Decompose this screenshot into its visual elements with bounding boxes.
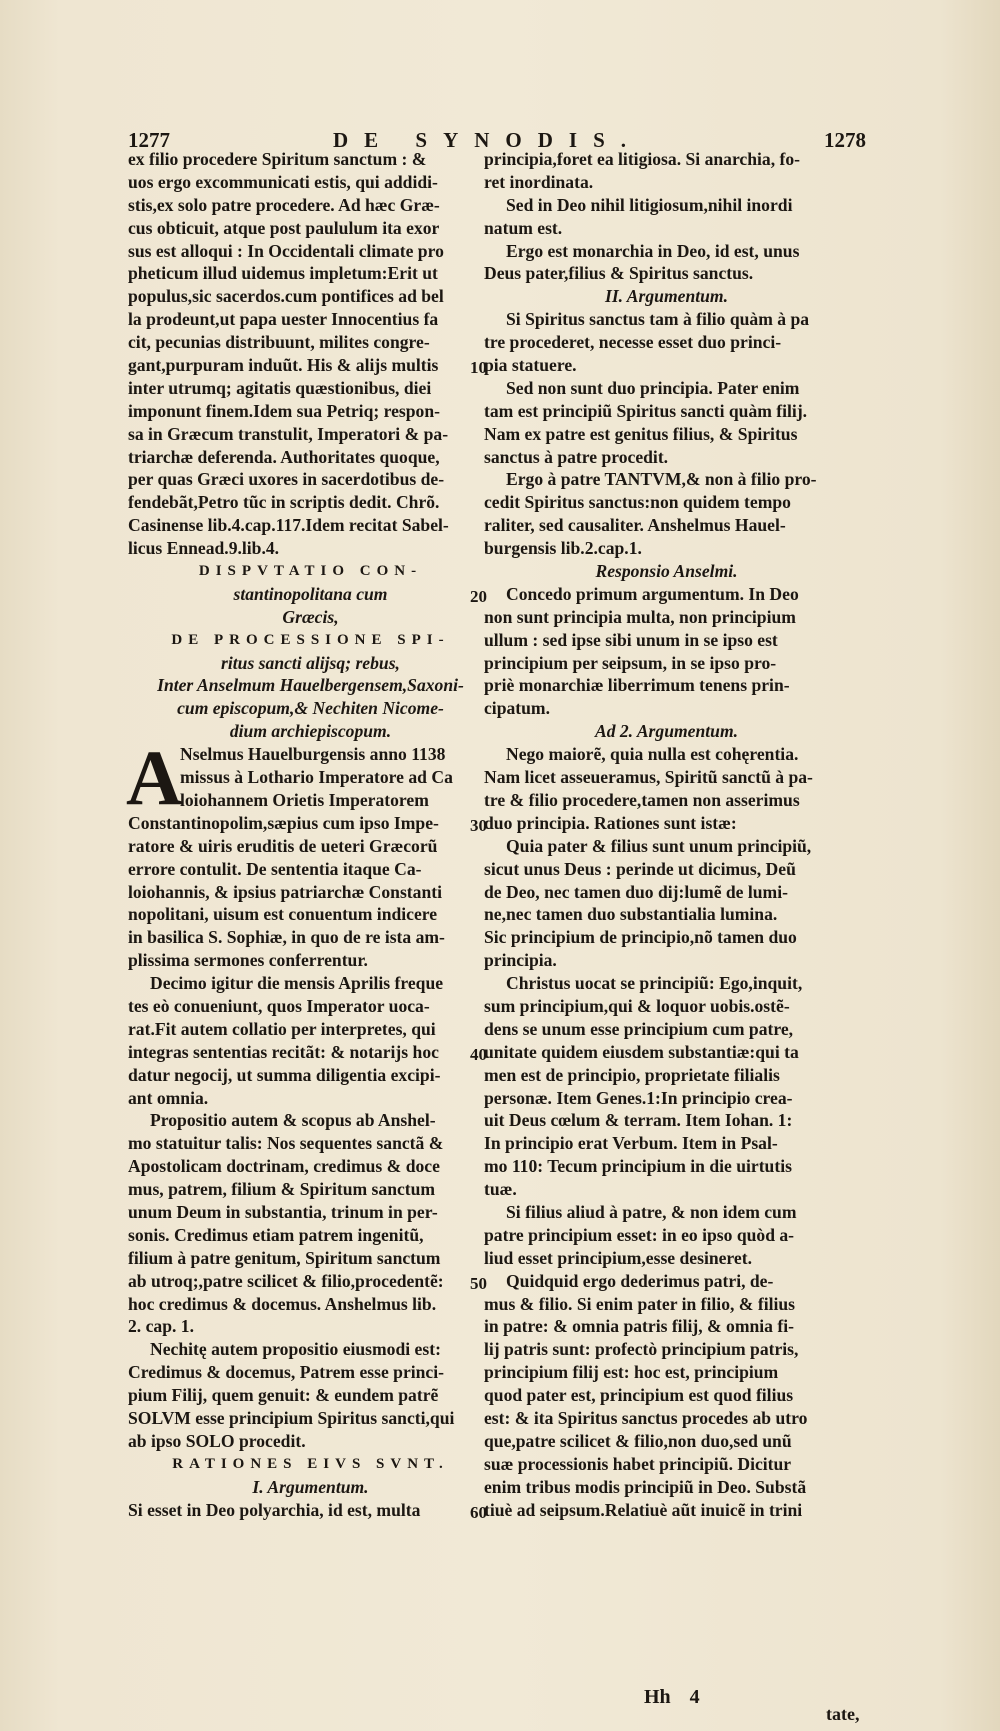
- text-line: Deus pater,filius & Spiritus sanctus.: [484, 263, 754, 284]
- text-line: ret inordinata.: [484, 171, 594, 192]
- heading-line: stantinopolitana cum: [233, 583, 388, 604]
- text-line: Nam licet asseueramus, Spiritũ sanctũ à pa-: [484, 767, 813, 788]
- left-column: [128, 148, 493, 1521]
- text-line: raliter, sed causaliter. Anshelmus Hauel-: [484, 515, 786, 536]
- text-line: ne,nec tamen duo substantialia lumina.: [484, 904, 778, 925]
- text-line: tre procederet, necesse esset duo princi-: [484, 332, 782, 353]
- text-line: imponunt finem.Idem sua Petriq; respon-: [128, 400, 440, 421]
- text-line: filium à patre genitum, Spiritum sanctum: [128, 1247, 441, 1268]
- margin-line-number: 40: [470, 1045, 487, 1064]
- text-line: fendebãt,Petro tũc in scriptis dedit. Chrõ.: [128, 492, 440, 513]
- text-line: gant,purpuram induũt. His & alijs multis: [128, 355, 439, 376]
- text-line: duo principia. Rationes sunt istæ:: [484, 812, 737, 833]
- text-line: ex filio procedere Spiritum sanctum : &: [128, 149, 427, 169]
- subheading: RATIONES EIVS SVNT.: [172, 1455, 449, 1472]
- running-title: DE SYNODIS.: [333, 128, 643, 152]
- subheading: II. Argumentum.: [604, 286, 729, 307]
- text-line: ullum : sed ipse sibi unum in se ipso est: [484, 629, 778, 650]
- text-line: pia statuere.: [484, 355, 577, 376]
- text-line: inter utrumq; agitatis quæstionibus, diei: [128, 377, 432, 398]
- text-line: que,patre scilicet & filio,non duo,sed unũ: [484, 1430, 792, 1451]
- heading-line: Inter Anselmum Hauelbergensem,Saxoni-: [157, 675, 464, 696]
- page-number-right: 1278: [824, 128, 866, 152]
- text-line: Propositio autem & scopus ab Anshel-: [150, 1110, 436, 1131]
- text-line: triarchæ deferenda. Authoritates quoque,: [128, 446, 440, 467]
- text-line: sum principium,qui & loquor uobis.ostẽ-: [484, 995, 790, 1016]
- text-line: In principio erat Verbum. Item in Psal-: [484, 1133, 778, 1154]
- margin-line-number: 20: [470, 587, 487, 606]
- text-line: stis,ex solo patre procedere. Ad hæc Græ-: [128, 194, 440, 215]
- text-line: tre & filio procedere,tamen non asserimus: [484, 789, 800, 810]
- heading-line: ritus sancti alijsq; rebus,: [221, 652, 400, 673]
- text-block-1: [128, 148, 493, 560]
- margin-line-number: 60: [470, 1503, 487, 1522]
- text-line: uos ergo excommunicati estis, qui addidi-: [128, 171, 438, 192]
- text-line: errore contulit. De sententia itaque Ca-: [128, 858, 422, 879]
- heading-line: cum episcopum,& Nechiten Nicome-: [177, 698, 444, 719]
- text-line: cus obticuit, atque post paululum ita exor: [128, 217, 440, 238]
- text-line: Christus uocat se principiũ: Ego,inquit,: [506, 973, 803, 994]
- text-line: Decimo igitur die mensis Aprilis freque: [150, 973, 444, 994]
- text-line: Sic principium de principio,nõ tamen duo: [484, 927, 797, 948]
- text-line: principia,foret ea litigiosa. Si anarchia, fo-: [484, 149, 801, 169]
- text-line: Concedo primum argumentum. In Deo: [506, 583, 799, 604]
- subheading: I. Argumentum.: [252, 1476, 369, 1497]
- text-line: dens se unum esse principium cum patre,: [484, 1018, 794, 1039]
- text-line: mus & filio. Si enim pater in filio, & filius: [484, 1293, 796, 1314]
- subheading: Ad 2. Argumentum.: [594, 721, 739, 742]
- text-line: cipatum.: [484, 698, 550, 719]
- text-line: per quas Græci uxores in sacerdotibus de-: [128, 469, 445, 490]
- text-line: de Deo, nec tamen duo dij:lumẽ de lumi-: [484, 881, 788, 902]
- text-line: loiohannis, & ipsius patriarchæ Constanti: [128, 881, 442, 902]
- text-line: priè monarchiæ liberrimum tenens prin-: [484, 675, 790, 696]
- text-line: sa in Græcum transtulit, Imperatori & pa-: [128, 423, 449, 444]
- text-line: hoc credimus & docemus. Anshelmus lib.: [128, 1293, 437, 1314]
- text-line: Apostolicam doctrinam, credimus & doce: [128, 1156, 440, 1177]
- text-line: SOLVM esse principium Spiritus sancti,qui: [128, 1407, 455, 1428]
- text-line: personæ. Item Genes.1:In principio crea-: [484, 1087, 793, 1108]
- text-line: mus, patrem, filium & Spiritum sanctum: [128, 1179, 436, 1200]
- text-line: ab ipso SOLO procedit.: [128, 1430, 306, 1451]
- subheading: Responsio Anselmi.: [595, 561, 738, 582]
- text-line: ab utroq;,patre scilicet & filio,procedentẽ:: [128, 1270, 444, 1291]
- heading-line: dium archiepiscopum.: [229, 721, 392, 742]
- text-line: quod pater est, principium est quod filius: [484, 1385, 794, 1406]
- page-number-left: 1277: [128, 128, 170, 152]
- text-line: nopolitani, uisum est conuentum indicere: [128, 904, 438, 925]
- text-line: patre principium esset: in eo ipso quòd a-: [484, 1224, 795, 1245]
- text-line: 2. cap. 1.: [128, 1316, 194, 1337]
- signature-mark: Hh 4: [644, 1686, 700, 1708]
- text-line: Ergo à patre TANTVM,& non à filio pro-: [506, 469, 817, 490]
- text-line: tiuè ad seipsum.Relatiuè aũt inuicẽ in trini: [484, 1499, 803, 1520]
- text-line: Si filius aliud à patre, & non idem cum: [506, 1201, 797, 1222]
- text-line: liud esset principium,esse desineret.: [484, 1247, 752, 1268]
- text-line: missus à Lothario Imperatore ad Ca: [180, 767, 453, 788]
- text-line: principia.: [484, 950, 557, 971]
- text-line: cedit Spiritus sanctus:non quidem tempo: [484, 492, 791, 513]
- text-line: licus Ennead.9.lib.4.: [128, 538, 280, 559]
- text-line: Si Spiritus sanctus tam à filio quàm à pa: [506, 309, 810, 330]
- dropcap-letter: A: [126, 734, 183, 822]
- text-line: datur negocij, ut summa diligentia excipi-: [128, 1064, 441, 1085]
- text-line: loiohannem Orietis Imperatorem: [180, 789, 429, 810]
- catchword: tate,: [826, 1704, 860, 1724]
- text-line: unum Deum in substantia, trinum in per-: [128, 1201, 438, 1222]
- text-line: Ergo est monarchia in Deo, id est, unus: [506, 240, 800, 261]
- text-line: populus,sic sacerdos.cum pontifices ad bel: [128, 286, 444, 307]
- text-line: ratore & uiris eruditis de ueteri Græcorũ: [128, 835, 438, 856]
- text-line: Sed non sunt duo principia. Pater enim: [506, 377, 800, 398]
- text-line: principium per seipsum, in se ipso pro-: [484, 652, 777, 673]
- text-line: est: & ita Spiritus sanctus procedes ab utro: [484, 1407, 808, 1428]
- text-line: tam est principiũ Spiritus sancti quàm filij.: [484, 400, 808, 421]
- text-line: pium Filij, quem genuit: & eundem patrẽ: [128, 1385, 439, 1406]
- section-heading: [128, 560, 493, 743]
- text-line: in patre: & omnia patris filij, & omnia fi-: [484, 1316, 794, 1337]
- text-line: lij patris sunt: profectò principium patris,: [484, 1339, 799, 1360]
- text-line: Casinense lib.4.cap.117.Idem recitat Sabel-: [128, 515, 449, 536]
- text-line: sonis. Credimus etiam patrem ingenitũ,: [128, 1224, 424, 1245]
- right-column: [484, 148, 849, 1521]
- text-line: Nam ex patre est genitus filius, & Spiritus: [484, 423, 798, 444]
- text-line: sanctus à patre procedit.: [484, 446, 669, 467]
- text-line: integras sententias recitãt: & notarijs hoc: [128, 1041, 439, 1062]
- margin-line-number: 30: [470, 816, 487, 835]
- text-line: burgensis lib.2.cap.1.: [484, 538, 642, 559]
- text-line: unitate quidem eiusdem substantiæ:qui ta: [484, 1041, 799, 1062]
- text-line: plissima sermones conferrentur.: [128, 950, 368, 971]
- text-line: la prodeunt,ut papa uester Innocentius fa: [128, 309, 439, 330]
- text-line: rat.Fit autem collatio per interpretes, qui: [128, 1018, 436, 1039]
- margin-line-number: 10: [470, 358, 487, 377]
- text-line: Nselmus Hauelburgensis anno 1138: [180, 744, 446, 765]
- text-line: tes eò conueniunt, quos Imperator uoca-: [128, 995, 430, 1016]
- heading-line: DISPVTATIO CON-: [198, 563, 423, 580]
- text-line: sicut unus Deus : perinde ut dicimus, Deũ: [484, 858, 796, 879]
- dropcap-paragraph: [126, 734, 493, 822]
- text-line: uit Deus cœlum & terram. Item Iohan. 1:: [484, 1110, 793, 1131]
- text-line: mo statuitur talis: Nos sequentes sanctã &: [128, 1133, 444, 1154]
- text-line: Quidquid ergo dederimus patri, de-: [506, 1270, 774, 1291]
- margin-line-number: 50: [470, 1274, 487, 1293]
- text-line: non sunt principia multa, non principium: [484, 606, 796, 627]
- heading-line: Græcis,: [282, 606, 339, 627]
- text-line: mo 110: Tecum principium in die uirtutis: [484, 1156, 792, 1177]
- text-line: Nego maiorẽ, quia nulla est cohęrentia.: [506, 744, 799, 765]
- text-line: ant omnia.: [128, 1087, 209, 1108]
- text-line: enim tribus modis principiũ in Deo. Substã: [484, 1476, 807, 1497]
- heading-line: DE PROCESSIONE SPI-: [171, 631, 450, 648]
- text-line: natum est.: [484, 217, 563, 238]
- text-line: principium filij est: hoc est, principium: [484, 1362, 779, 1383]
- text-line: in basilica S. Sophiæ, in quo de re ista am-: [128, 927, 445, 948]
- text-line: men est de principio, proprietate filialis: [484, 1064, 780, 1085]
- text-line: Quia pater & filius sunt unum principiũ,: [506, 835, 812, 856]
- text-line: Constantinopolim,sæpius cum ipso Impe-: [128, 812, 439, 833]
- text-line: tuæ.: [484, 1179, 517, 1200]
- text-line: Credimus & docemus, Patrem esse princi-: [128, 1362, 444, 1383]
- text-line: sus est alloqui : In Occidentali climate pro: [128, 240, 444, 261]
- text-line: Sed in Deo nihil litigiosum,nihil inordi: [506, 194, 793, 215]
- text-line: cit, pecunias distribuunt, milites congre-: [128, 332, 430, 353]
- text-line: pheticum illud uidemus impletum:Erit ut: [128, 263, 438, 284]
- text-line: Si esset in Deo polyarchia, id est, multa: [128, 1499, 421, 1520]
- text-line: Nechitę autem propositio eiusmodi est:: [150, 1339, 441, 1360]
- text-line: suæ processionis habet principiũ. Dicitur: [484, 1453, 792, 1474]
- text-block-2: [128, 812, 493, 1522]
